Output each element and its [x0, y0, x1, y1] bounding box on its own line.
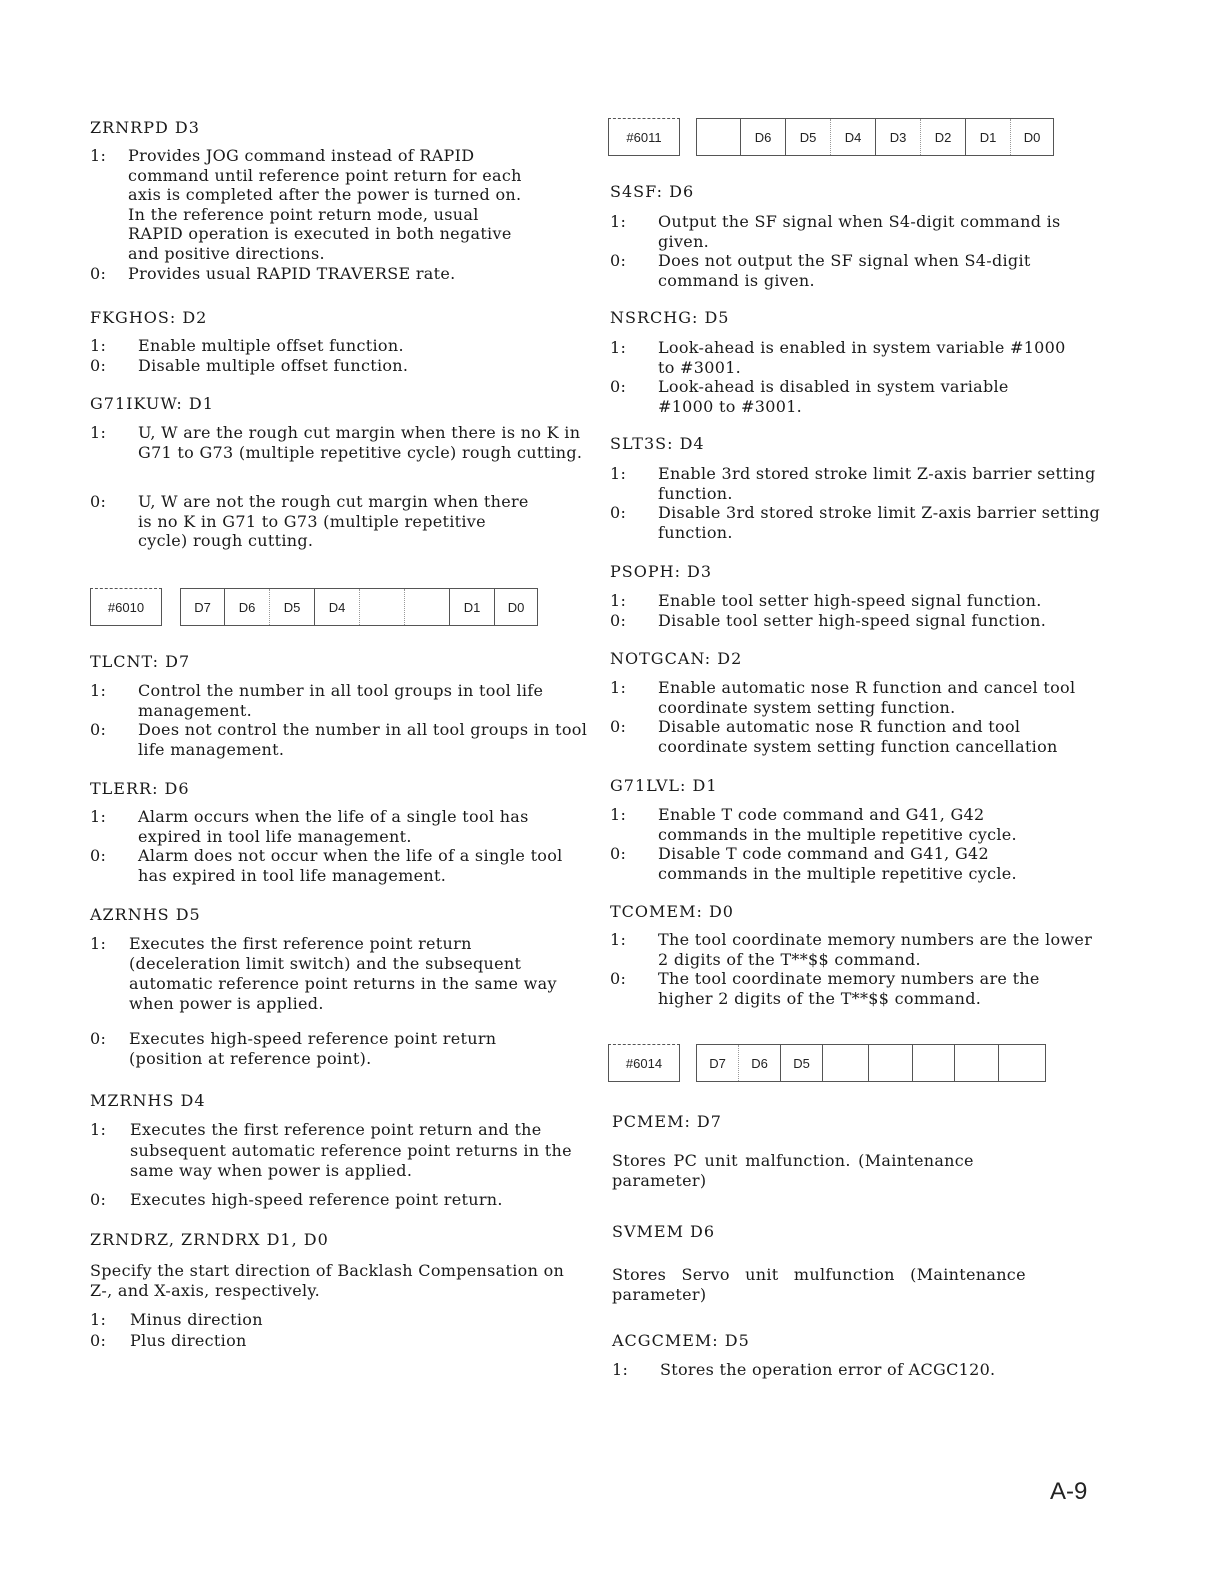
register-6011-label: #6011	[608, 118, 680, 156]
bit-cell: D6	[225, 589, 270, 625]
register-6010-diagram	[90, 588, 540, 628]
acgcmem-heading: ACGCMEM: D5	[612, 1331, 750, 1350]
bit-cell: D7	[697, 1045, 739, 1081]
tlcnt-heading: TLCNT: D7	[90, 652, 191, 671]
register-6010-bits	[180, 588, 538, 626]
zrndrz-description: Specify the start direction of Backlash Compensation on Z-, and X-axis, respectively.	[90, 1261, 565, 1300]
bit-cell	[697, 119, 741, 155]
bit-cell	[823, 1045, 869, 1081]
tlerr-heading: TLERR: D6	[90, 779, 190, 798]
tcomem-heading: TCOMEM: D0	[610, 902, 734, 921]
bit-cell: D1	[966, 119, 1011, 155]
mzrnhs-heading: MZRNHS D4	[90, 1091, 206, 1110]
psoph-heading: PSOPH: D3	[610, 562, 713, 581]
svmem-heading: SVMEM D6	[612, 1222, 716, 1241]
bit-cell	[405, 589, 450, 625]
fkghos-heading: FKGHOS: D2	[90, 308, 208, 327]
register-6014-diagram	[608, 1042, 1058, 1084]
bit-cell: D1	[450, 589, 495, 625]
pcmem-heading: PCMEM: D7	[612, 1112, 722, 1131]
bit-cell: D2	[921, 119, 966, 155]
bit-cell: D0	[507, 599, 525, 615]
bit-cell: D6	[739, 1045, 781, 1081]
pcmem-description: Stores PC unit malfunction. (Maintenance parameter)	[612, 1151, 974, 1190]
register-6011-diagram	[608, 118, 1058, 158]
zrndrz-heading: ZRNDRZ, ZRNDRX D1, D0	[90, 1230, 329, 1249]
bit-cell	[999, 1045, 1045, 1081]
bit-cell	[360, 589, 405, 625]
bit-cell: D7	[181, 589, 225, 625]
bit-cell	[955, 1045, 999, 1081]
bit-cell: D6	[741, 119, 786, 155]
s4sf-heading: S4SF: D6	[610, 182, 695, 201]
bit-cell: D5	[270, 589, 315, 625]
zrnrpd-heading: ZRNRPD D3	[90, 118, 200, 137]
bit-cell	[869, 1045, 913, 1081]
bit-cell: D4	[831, 119, 876, 155]
slt3s-heading: SLT3S: D4	[610, 434, 705, 453]
bit-cell: D5	[781, 1045, 823, 1081]
azrnhs-heading: AZRNHS D5	[90, 905, 201, 924]
register-6010-label: #6010	[90, 588, 162, 626]
bit-cell: D4	[315, 589, 360, 625]
register-6014-label: #6014	[608, 1044, 680, 1082]
nsrchg-heading: NSRCHG: D5	[610, 308, 730, 327]
notgcan-heading: NOTGCAN: D2	[610, 649, 743, 668]
svmem-description: Stores Servo unit mulfunction (Maintenance parameter)	[612, 1265, 1026, 1304]
register-6011-bits	[696, 118, 1054, 156]
bit-cell: D5	[786, 119, 831, 155]
g71ikuw-heading: G71IKUW: D1	[90, 394, 214, 413]
page-number: A-9	[1050, 1478, 1088, 1505]
bit-cell: D3	[876, 119, 921, 155]
g71lvl-heading: G71LVL: D1	[610, 776, 718, 795]
bit-cell: D0	[1023, 129, 1041, 145]
bit-cell	[913, 1045, 955, 1081]
register-6014-bits	[696, 1044, 1046, 1082]
